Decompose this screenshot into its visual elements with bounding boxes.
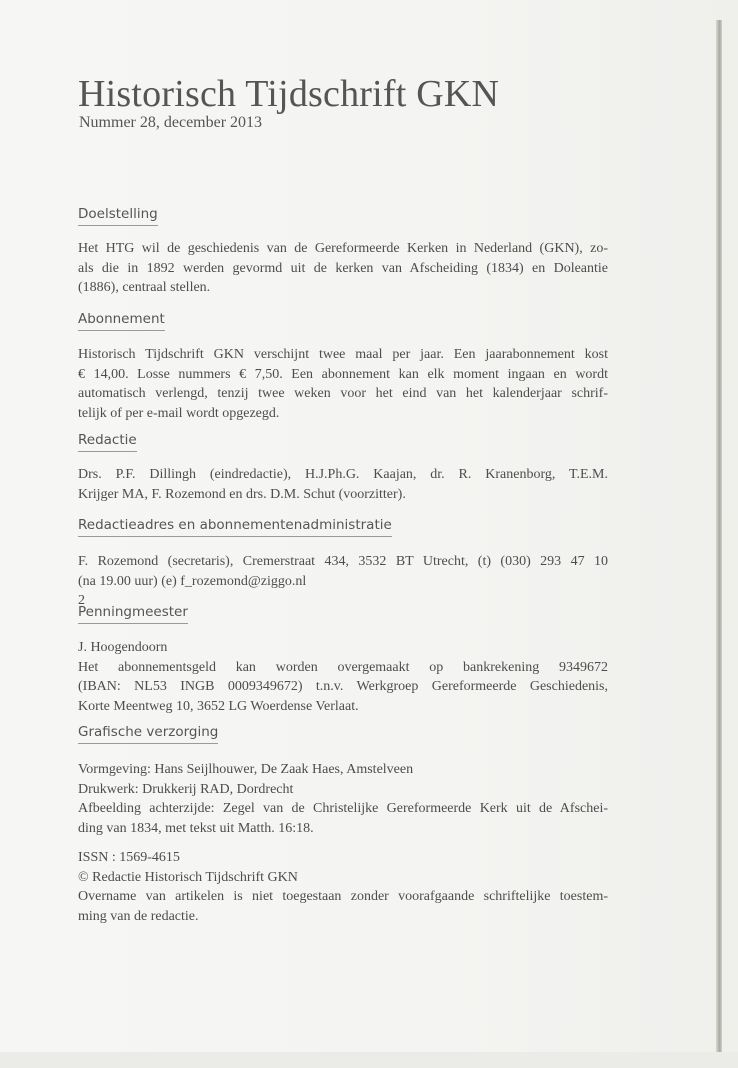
text-line: telijk of per e-mail wordt opgezegd. — [78, 405, 280, 421]
paragraph-grafische-verzorging — [78, 760, 608, 838]
paragraph-abonnement — [78, 345, 608, 423]
text-line: J. Hoogendoorn — [78, 640, 168, 655]
paragraph-colofon — [78, 848, 608, 926]
text-line: automatisch verlengd, tenzij twee weken voor het eind van het kalenderjaar schrif- — [78, 386, 608, 402]
text-line: Het HTG wil de geschiedenis van de Gereformeerde Kerken in Nederland (GKN), zo- — [78, 241, 608, 256]
text-line: Korte Meentweg 10, 3652 LG Woerdense Verlaat. — [78, 698, 359, 714]
paragraph-penningmeester — [78, 638, 608, 716]
text-line: (IBAN: NL53 INGB 0009349672) t.n.v. Werkgroep Gereformeerde Geschiedenis, — [78, 679, 608, 695]
text-line: ming van de redactie. — [78, 908, 199, 924]
page-edge-shadow — [716, 20, 722, 1052]
heading-redactie: Redactie — [78, 432, 137, 452]
text-line: (1886), centraal stellen. — [78, 280, 211, 296]
text-line: Vormgeving: Hans Seijlhouwer, De Zaak Haes, Amstelveen — [78, 762, 414, 777]
text-line: als die in 1892 werden gevormd uit de kerken van Afscheiding (1834) en Doleantie — [78, 260, 608, 276]
text-line: Overname van artikelen is niet toegestaan zonder voorafgaande schriftelijke toestem- — [78, 889, 608, 905]
paragraph-doelstelling — [78, 239, 608, 298]
text-line: (na 19.00 uur) (e) f_rozemond@ziggo.nl — [78, 573, 307, 589]
paragraph-redactieadres — [78, 552, 608, 611]
issue-subtitle: Nummer 28, december 2013 — [79, 114, 263, 131]
text-line: Drukwerk: Drukkerij RAD, Dordrecht — [78, 781, 294, 797]
text-line: Het abonnementsgeld kan worden overgemaakt op bankrekening 9349672 — [78, 659, 608, 675]
issn: ISSN : 1569-4615 — [78, 850, 180, 865]
page-bottom-shade — [0, 1052, 738, 1068]
text-line: € 14,00. Losse nummers € 7,50. Een abonnement kan elk moment ingaan en wordt — [78, 366, 608, 382]
text-line: ding van 1834, met tekst uit Matth. 16:18. — [78, 820, 314, 836]
heading-redactieadres: Redactieadres en abonnementenadministratie — [78, 517, 392, 537]
heading-doelstelling: Doelstelling — [78, 206, 158, 226]
text-line: Drs. P.F. Dillingh (eindredactie), H.J.Ph.G. Kaajan, dr. R. Kranenborg, T.E.M. — [78, 467, 608, 482]
heading-abonnement: Abonnement — [78, 311, 165, 331]
journal-title: Historisch Tijdschrift GKN — [78, 73, 500, 115]
paragraph-redactie — [78, 465, 608, 504]
copyright: © Redactie Historisch Tijdschrift GKN — [78, 869, 298, 885]
text-line: Afbeelding achterzijde: Zegel van de Christelijke Gereformeerde Kerk uit de Afschei- — [78, 801, 608, 817]
page-number: 2 — [78, 593, 85, 609]
text-line: F. Rozemond (secretaris), Cremerstraat 434, 3532 BT Utrecht, (t) (030) 293 47 10 — [78, 554, 608, 569]
heading-penningmeester: Penningmeester — [78, 604, 188, 624]
heading-grafische-verzorging: Grafische verzorging — [78, 724, 218, 744]
text-line: Krijger MA, F. Rozemond en drs. D.M. Schut (voorzitter). — [78, 486, 406, 502]
text-line: Historisch Tijdschrift GKN verschijnt twee maal per jaar. Een jaarabonnement kost — [78, 347, 608, 362]
